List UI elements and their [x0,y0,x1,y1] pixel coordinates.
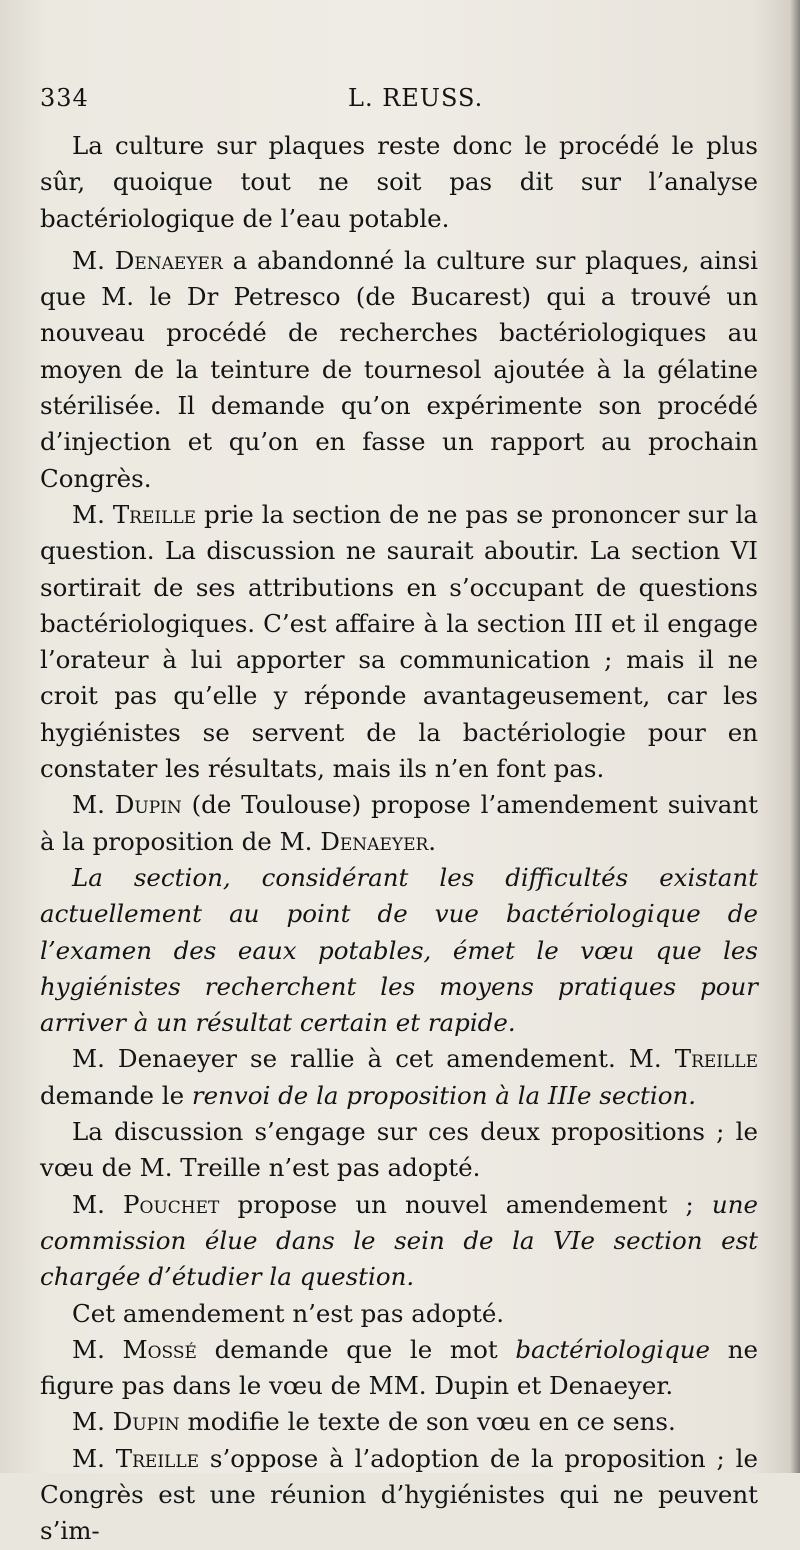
paragraph-text: M. [72,245,115,275]
page-edge-shadow [790,0,800,1473]
paragraph-text: (de Toulouse) propose l’amendement suivant à la proposition de M. [40,790,758,856]
speaker-name: Denaeyer [114,245,223,275]
speaker-name: Treille [674,1044,758,1074]
paragraph-text: modifie le texte de son vœu en ce sens. [179,1407,676,1437]
paragraph-text: propose un nouvel amendement ; [219,1189,712,1219]
running-head: L. REUSS. [348,84,484,112]
paragraph-text: demande le [40,1080,192,1110]
speaker-name: Pouchet [123,1189,220,1219]
paragraph-italic [40,860,758,1041]
paragraph [40,243,758,497]
page-header [36,84,760,120]
paragraph [40,1441,758,1550]
paragraph-text: M. Denaeyer se rallie à cet amendement. M. [72,1044,675,1074]
paragraph-text: La culture sur plaques reste donc le procédé le plus sûr, quoique tout ne soit pas dit sur l’analyse bactériologique de l’eau potable. [40,131,758,233]
paragraph-text: M. [72,1407,113,1437]
paragraph [40,787,758,860]
speaker-name: Mossé [122,1334,197,1364]
italic-text: renvoi de la proposition à la IIIe section. [191,1080,697,1110]
paragraph-text: M. [72,790,115,820]
italic-text: bactériologique [515,1334,711,1364]
speaker-name: Dupin [112,1407,180,1437]
paragraph-text: prie la section de ne pas se prononcer sur la question. La discussion ne saurait aboutir. La section VI sortirait de ses attributions en s’occupant de questions bactériologiques. C’est affaire à la section III et il engage l’orateur à lui apporter sa communication ; mais il ne croit pas qu’elle y réponde avantageusement, car les hygiénistes se servent de la bactériologie pour en constater les résultats, mais ils n’en font pas. [40,499,758,784]
italic-text: une commission élue dans le sein de la VIe section est chargée d’étudier la question. [40,1189,758,1292]
paragraph-text: M. [72,499,113,529]
paragraph [40,1187,758,1296]
paragraph-text: s’oppose à l’adoption de la proposition ; le Congrès est une réunion d’hygiénistes qui ne peuvent s’im- [40,1443,758,1546]
paragraph-text: . [428,826,437,856]
paragraph-text: M. [72,1334,123,1364]
body-text [40,128,758,1550]
paragraph-text: Cet amendement n’est pas adopté. [72,1298,505,1328]
paragraph-text: a abandonné la culture sur plaques, ainsi que M. le Dr Petresco (de Bucarest) qui a trouvé un nouveau procédé de recherches bactériologiques au moyen de la teinture de tournesol ajoutée à la gélatine stérilisée. Il demande qu’on expérimente son procédé d’injection et qu’on en fasse un rapport au prochain Congrès. [40,245,758,493]
paragraph [40,497,758,787]
speaker-name: Treille [112,499,197,529]
speaker-name: Denaeyer [320,826,429,856]
paragraph [40,128,758,237]
speaker-name: Treille [115,1443,200,1473]
paragraph [40,1114,758,1187]
paragraph-text: La section, considérant les difficultés existant actuellement au point de vue bactériologique de l’examen des eaux potables, émet le vœu que les hygiénistes recherchent les moyens pratiques pour arriver à un résultat certain et rapide. [40,862,758,1038]
paragraph [40,1404,758,1440]
speaker-name: Dupin [114,790,182,820]
paragraph-text: M. [72,1443,116,1473]
paragraph [40,1332,758,1405]
paragraph-text: demande que le mot [196,1334,516,1364]
paragraph-text: M. [72,1189,124,1219]
paragraph-text: La discussion s’engage sur ces deux propositions ; le vœu de M. Treille n’est pas adopté. [40,1117,758,1183]
paragraph [40,1296,758,1332]
page-number: 334 [40,84,89,112]
paragraph-text: ne figure pas dans le vœu de MM. Dupin et Denaeyer. [40,1334,758,1401]
paragraph [40,1041,758,1114]
